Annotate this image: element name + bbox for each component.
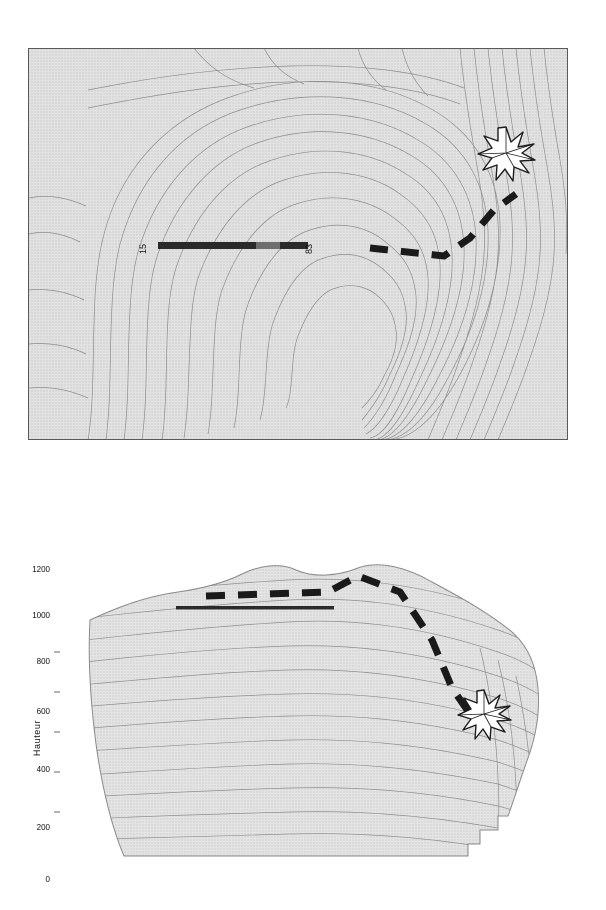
y-tick-1200: 1200 (32, 565, 50, 574)
y-tick-800: 800 (36, 657, 50, 666)
y-tick-1000: 1000 (32, 611, 50, 620)
plan-scale-label-left: 15 (138, 243, 148, 254)
cross-section-figure (28, 548, 588, 896)
contour-plan-figure (28, 48, 568, 440)
section-y-axis-ticks (54, 652, 60, 812)
y-tick-400: 400 (36, 765, 50, 774)
y-tick-600: 600 (36, 707, 50, 716)
section-axis-title: Hauteur (32, 719, 42, 757)
section-svg (28, 548, 588, 896)
y-tick-200: 200 (36, 823, 50, 832)
plan-svg (28, 48, 568, 440)
section-reference-bar (176, 606, 334, 610)
y-tick-0: 0 (45, 875, 50, 884)
plan-scale-label-right: 83 (304, 243, 314, 254)
